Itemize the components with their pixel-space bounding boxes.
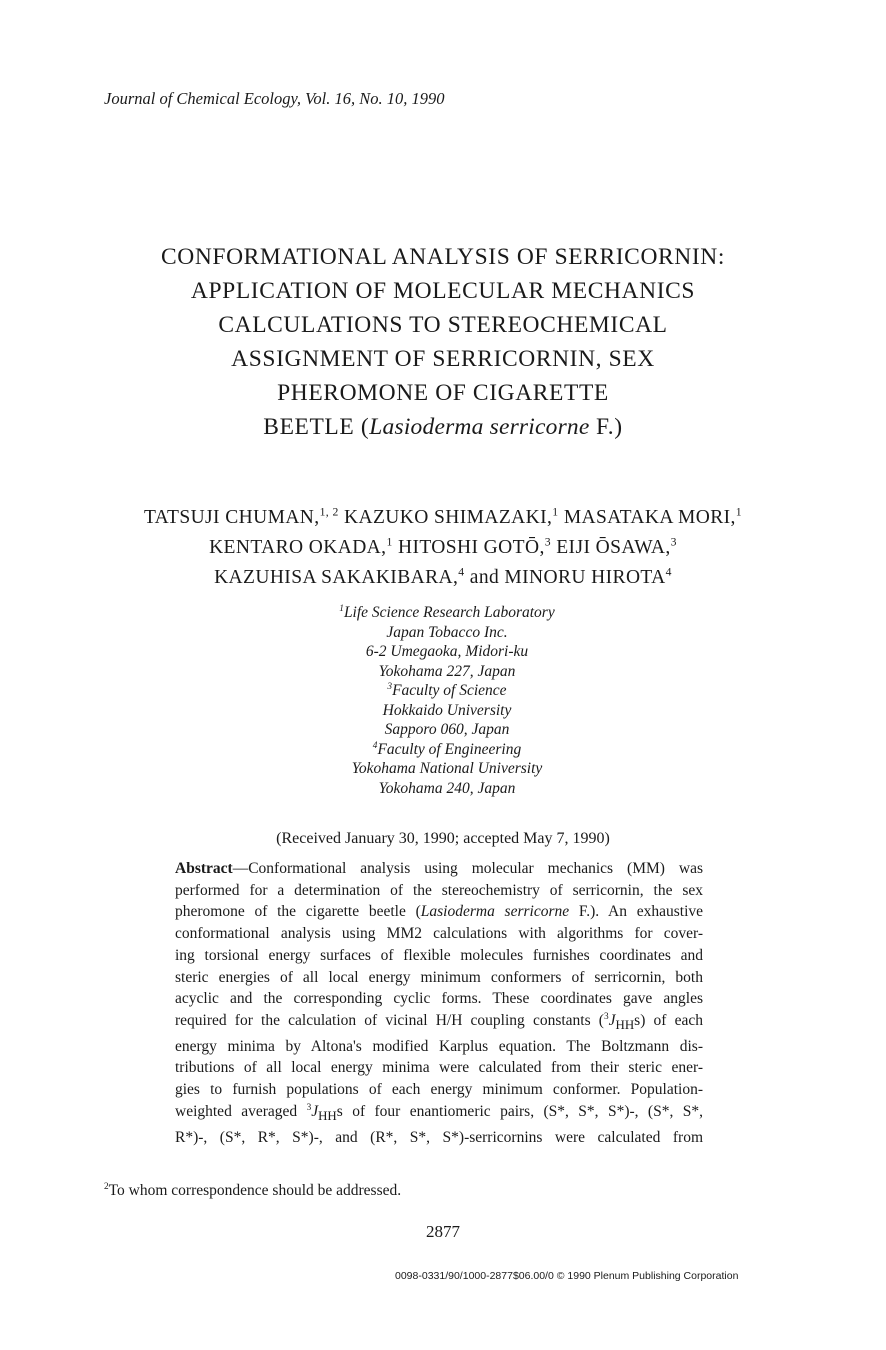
abstract-line [175,858,703,880]
abstract-line [175,1010,703,1036]
affiliation-text: Life Science Research Laboratory [343,604,555,621]
title-line: APPLICATION OF MOLECULAR MECHANICS [190,278,696,304]
abstract-line: tributions of all local energy minima were calculated from their steric ener- [175,1059,703,1077]
author-affil-mark: 4 [665,565,672,579]
author-name: KAZUHISA SAKAKIBARA, [214,567,459,588]
footnote [104,1182,401,1200]
author-affil-mark: 1 [386,535,393,549]
title-text: BEETLE ( [263,414,370,440]
footnote-text: To whom correspondence should be addressed. [108,1182,402,1199]
coupling-symbol: J [311,1102,319,1120]
affiliation-line: Yokohama National University [351,760,543,777]
affiliation-mark: 4 [372,740,378,751]
author-name: KENTARO OKADA, [209,537,387,558]
superscript: 3 [306,1102,312,1113]
author-affil-mark: 3 [670,535,677,549]
abstract-line [175,901,703,923]
abstract-text: F.). An exhaustive [569,903,704,921]
affiliation-text: Faculty of Engineering [377,740,522,758]
author-name: KAZUKO SHIMAZAKI, [343,507,553,528]
abstract [175,858,703,1148]
title-line: CALCULATIONS TO STEREOCHEMICAL [218,312,668,338]
author-affil-mark: 3 [544,535,551,549]
copyright-line: 0098-0331/90/1000-2877$06.00/0 © 1990 Plenum Publishing Corporation [395,1270,739,1282]
affiliation-line: Sapporo 060, Japan [384,721,510,738]
abstract-text: required for the calculation of vicinal H/H coupling constants ( [175,1011,604,1029]
author-line [0,563,886,593]
author-list [0,503,886,593]
abstract-text: Conformational analysis using molecular mechanics (MM) was [248,860,703,877]
affiliation-mark: 3 [387,681,393,692]
affiliation-line: 6-2 Umegaoka, Midori-ku [365,643,529,660]
abstract-line: acyclic and the corresponding cyclic forms. These coordinates gave angles [175,990,703,1008]
affiliation-line [0,603,886,623]
abstract-line [175,1101,703,1127]
title-line: ASSIGNMENT OF SERRICORNIN, SEX [231,346,655,372]
title-line [0,410,886,444]
abstract-text: s) of each [634,1011,703,1029]
abstract-line: conformational analysis using MM2 calculations with algorithms for cover- [175,925,703,943]
affiliation-text: Faculty of Science [392,682,507,699]
superscript: 3 [603,1011,609,1022]
affiliation-line: Hokkaido University [382,701,512,719]
affiliation-line [0,740,886,760]
abstract-line: gies to furnish populations of each energy minimum conformer. Population- [175,1081,703,1099]
species-name: Lasioderma serricorne [420,903,570,921]
affiliations [0,603,886,798]
abstract-line: steric energies of all local energy minimum conformers of serricornin, both [175,968,703,986]
abstract-line: performed for a determination of the stereochemistry of serricornin, the sex [175,881,703,899]
author-name: HITOSHI GOTŌ, [397,537,545,558]
abstract-heading: Abstract [175,860,233,877]
coupling-symbol: J [608,1011,616,1029]
species-name: Lasioderma serricorne [369,414,590,440]
footnote-mark: 2 [104,1181,109,1192]
author-affil-mark: 1, 2 [319,505,339,519]
subscript: HH [318,1107,337,1123]
title-text: F.) [589,414,623,440]
abstract-dash: — [232,860,249,877]
author-name: EIJI ŌSAWA, [556,537,671,558]
journal-citation: Journal of Chemical Ecology, Vol. 16, No. 10, 1990 [104,89,445,108]
affiliation-mark: 1 [339,603,344,614]
author-line [0,503,886,533]
affiliation-line: Yokohama 240, Japan [378,779,516,797]
subscript: HH [615,1017,635,1033]
abstract-text: s of four enantiomeric pairs, (S*, S*, S*)-, (S*, S*, [336,1102,703,1120]
abstract-line: energy minima by Altona's modified Karplus equation. The Boltzmann dis- [175,1037,703,1055]
affiliation-line: Japan Tobacco Inc. [386,623,508,641]
author-name: and MINORU HIROTA [469,567,666,588]
article-title [0,240,886,444]
author-name: MASATAKA MORI, [563,507,736,528]
title-line: PHEROMONE OF CIGARETTE [277,380,609,406]
received-dates: (Received January 30, 1990; accepted May 7, 1990) [276,830,610,847]
author-name: TATSUJI CHUMAN, [143,507,320,528]
abstract-text: weighted averaged [175,1102,307,1120]
affiliation-line [0,681,886,701]
abstract-line: ing torsional energy surfaces of flexible molecules furnishes coordinates and [175,946,703,964]
affiliation-line: Yokohama 227, Japan [378,662,516,680]
author-affil-mark: 4 [458,565,465,579]
page-number: 2877 [426,1222,460,1241]
author-affil-mark: 1 [552,505,559,519]
author-line [0,533,886,563]
author-affil-mark: 1 [735,505,743,519]
abstract-line: R*)-, (S*, R*, S*)-, and (R*, S*, S*)-serricornins were calculated from [175,1128,703,1146]
abstract-text: pheromone of the cigarette beetle ( [175,903,421,921]
title-line: CONFORMATIONAL ANALYSIS OF SERRICORNIN: [160,244,725,270]
